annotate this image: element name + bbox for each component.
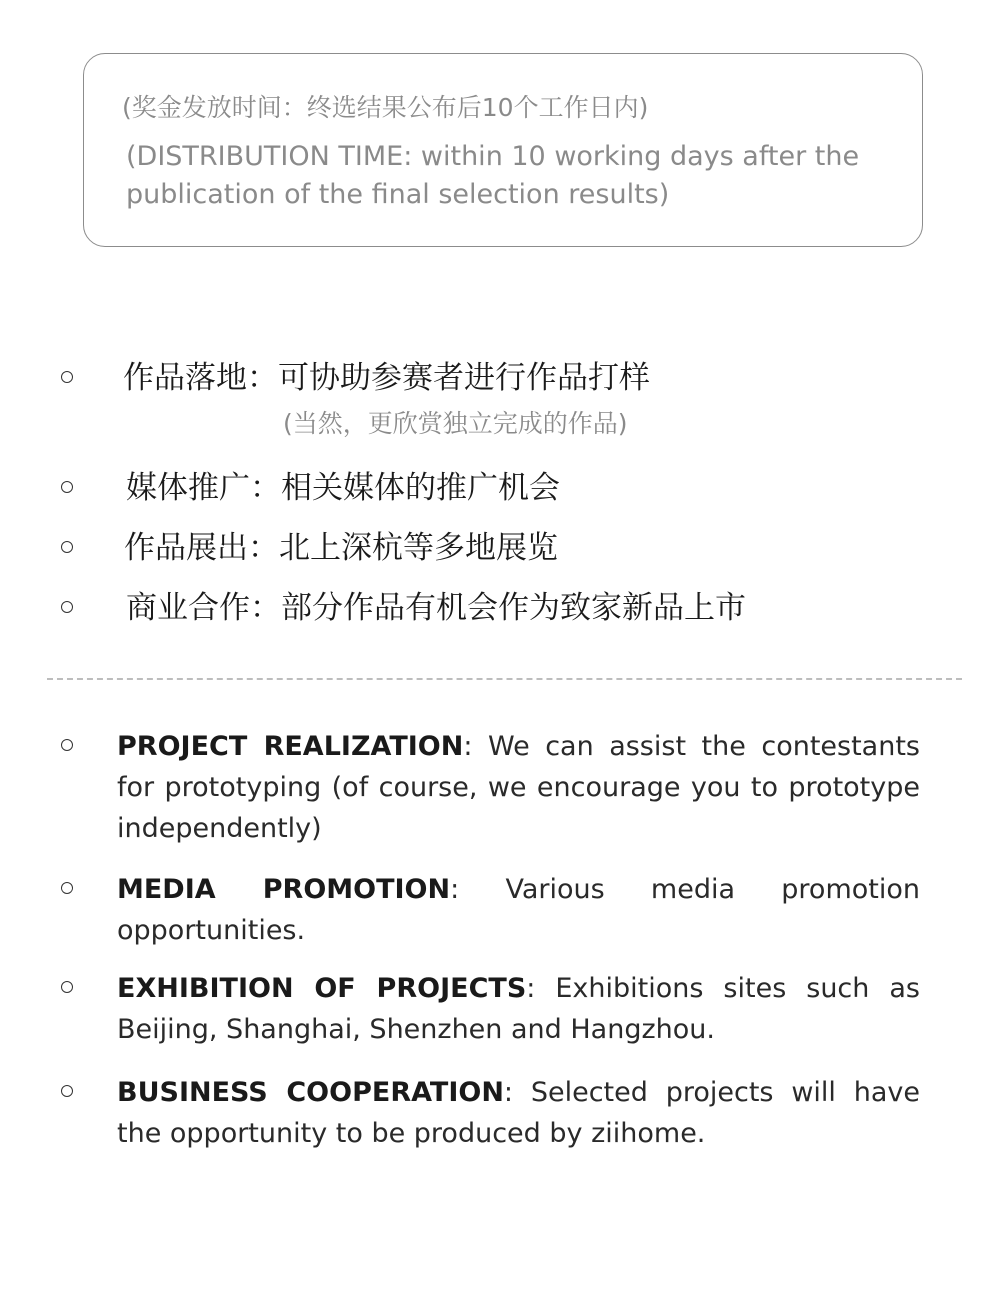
bullet-circle-icon xyxy=(61,601,73,613)
en-item-title: EXHIBITION OF PROJECTS xyxy=(117,973,527,1004)
cn-item-text: 媒体推广：相关媒体的推广机会 xyxy=(126,470,560,506)
distribution-time-en: (DISTRIBUTION TIME: within 10 working days after the publication of the final selection results) xyxy=(126,141,860,210)
en-item-text xyxy=(117,726,920,849)
en-item-title: MEDIA PROMOTION xyxy=(117,874,451,905)
cn-item-note: (当然，更欣赏独立完成的作品) xyxy=(283,409,628,438)
en-item-body: : Exhibitions sites such as Beijing, Shanghai, Shenzhen and Hangzhou. xyxy=(117,973,920,1045)
bullet-circle-icon xyxy=(61,1085,73,1097)
cn-list-item-realization xyxy=(0,356,997,402)
en-item-body: : We can assist the contestants for prototyping (of course, we encourage you to prototype independently) xyxy=(117,731,920,844)
en-item-title: BUSINESS COOPERATION xyxy=(117,1077,504,1108)
bullet-circle-icon xyxy=(61,981,73,993)
bullet-circle-icon xyxy=(61,541,73,553)
cn-list-item-exhibition xyxy=(0,526,997,572)
distribution-time-box xyxy=(83,53,923,247)
bullet-circle-icon xyxy=(61,882,73,894)
cn-item-text: 作品展出：北上深杭等多地展览 xyxy=(124,530,558,566)
en-item-text xyxy=(117,1072,920,1154)
cn-list-item-media xyxy=(0,466,997,512)
en-item-text xyxy=(117,968,920,1050)
en-item-body: : Various media promotion opportunities. xyxy=(117,874,920,946)
bullet-circle-icon xyxy=(61,739,73,751)
en-item-title: PROJECT REALIZATION xyxy=(117,731,464,762)
bullet-circle-icon xyxy=(61,481,73,493)
distribution-time-cn: (奖金发放时间：终选结果公布后10个工作日内) xyxy=(122,93,649,122)
bullet-circle-icon xyxy=(61,371,73,383)
cn-item-text: 商业合作：部分作品有机会作为致家新品上市 xyxy=(126,590,746,626)
dashed-divider xyxy=(47,678,962,680)
en-item-body: : Selected projects will have the opportunity to be produced by ziihome. xyxy=(117,1077,920,1149)
cn-list-item-business xyxy=(0,586,997,632)
cn-item-text: 作品落地：可协助参赛者进行作品打样 xyxy=(123,360,650,396)
en-item-text xyxy=(117,869,920,951)
